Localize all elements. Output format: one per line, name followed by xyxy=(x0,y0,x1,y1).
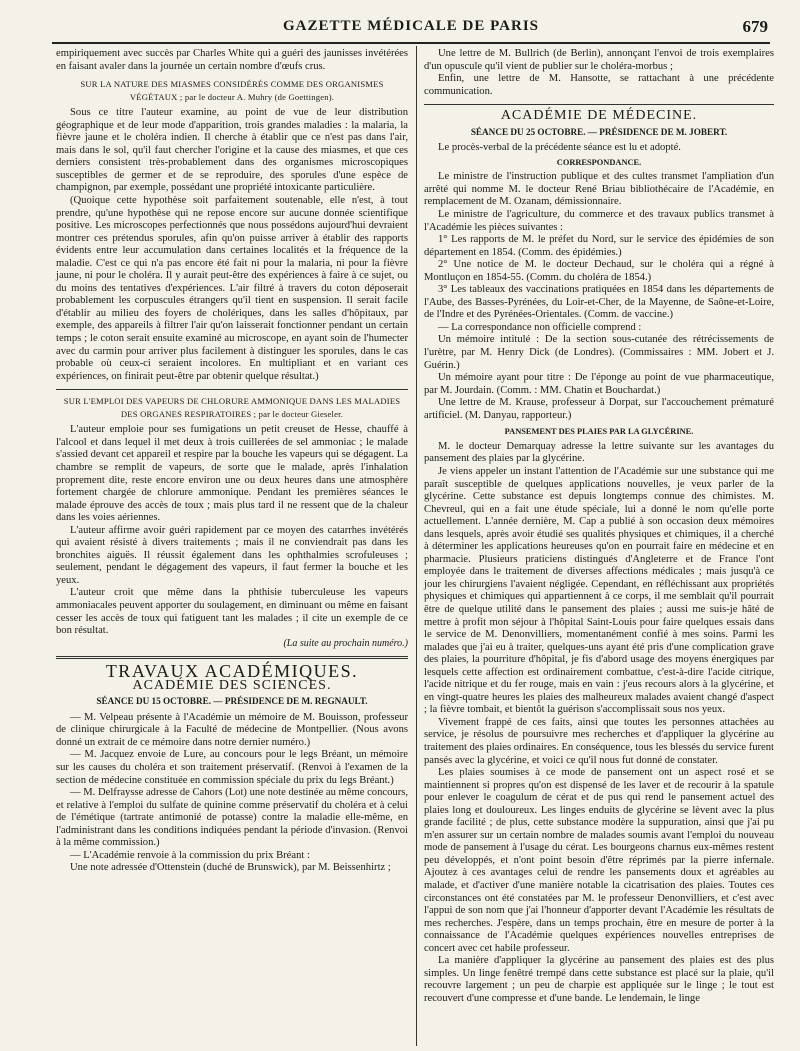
section-heading-chlorure: SUR L'EMPLOI DES VAPEURS DE CHLORURE AMMONIQUE DANS LES MALADIES DES ORGANES RESPIRATOIRES ; par le docteur Gieseler. xyxy=(63,396,401,419)
paragraph: Les plaies soumises à ce mode de pansement ont un aspect rosé et se maintiennent si propres qu'on est dispensé de les laver et de recourir à la spatule pour enlever le coagulum de cérat et de pus qui rend le pansement actuel des plaies long et douloureux. Les linges enduits de glycérine se lèvent avec la plus grande facilité ; de plus, cette substance modère la suppuration, ainsi que j'ai pu m'en assurer sur un certain nombre de malades soumis avant l'emploi du nouveau mode de pansement à l'usage du cérat. Les bourgeons charnus eux-mêmes restent peu développés, et n'ont point besoin d'être réprimés par la pierre infernale. Ajoutez à ces avantages celui de rendre les pansements doux et agréables au malade, et d'activer d'une manière notable la cicatrisation des plaies. Toutes ces circonstances ont été constatées par M. le professeur Denonvilliers, et c'est avec l'appui de son nom que j'ai l'honneur d'apporter devant l'Académie les résultats de mes recherches. J'espère, dans un temps prochain, être en mesure de porter à la connaissance de l'Académie quelques expériences nouvelles entreprises de concert avec cet habile professeur. xyxy=(424,767,774,954)
paragraph: 3° Les tableaux des vaccinations pratiquées en 1854 dans les départements de l'Aube, des Basses-Pyrénées, du Loir-et-Cher, de la Mayenne, de Saône-et-Loire, de l'Indre et des Pyrénées-Orientales. (Comm. de vaccine.) xyxy=(424,284,774,321)
double-rule xyxy=(56,656,408,659)
paragraph: Une lettre de M. Krause, professeur à Dorpat, sur l'accouchement prématuré artificiel. (M. Danyau, rapporteur.) xyxy=(424,397,774,421)
paragraph: La manière d'appliquer la glycérine au pansement des plaies est des plus simples. Un linge fenêtré trempé dans cette substance est placé sur la plaie, qu'il recouvre largement ; un peu de charpie est appliquée sur le linge ; le tout est recouvert d'une compresse et d'une bande. Le lendemain, le linge xyxy=(424,955,774,1004)
page-number: 679 xyxy=(742,17,768,36)
paragraph: — L'Académie renvoie à la commission du prix Bréant : xyxy=(70,849,310,861)
column-divider xyxy=(416,46,417,1046)
paragraph: empiriquement avec succès par Charles White qui a guéri des jaunisses invétérées en faisant avaler dans la journée un certain nombre d'œufs crus. xyxy=(56,48,408,72)
paragraph: M. le docteur Demarquay adresse la lettre suivante sur les avantages du pansement des plaies par la glycérine. xyxy=(424,440,774,465)
continuation-note: (La suite au prochain numéro.) xyxy=(283,637,408,649)
paragraph: — M. Delfraysse adresse de Cahors (Lot) une note destinée au même concours, et relative à l'emploi du sulfate de quinine comme préservatif du choléra et à celui de l'émétique (tartrate antimonié de potasse) contre la maladie elle-même, en l'administrant dans les conditions indiquées pendant la période d'invasion. (Renvoi à la même commission.) xyxy=(56,787,408,849)
paragraph: (Quoique cette hypothèse soit parfaitement soutenable, elle n'est, à tout prendre, qu'une hypothèse qui ne repose encore sur aucune donnée scientifique positive. Les microscopes perfectionnés que nous possédons aujourd'hui devraient montrer ces prétendus sporules, afin qu'on puisse arriver à établir des rapports évidents entre leur accumulation dans certaines localités et la fréquence de la maladie. C'est ce qui n'a pas encore été fait ni pour la malaria, ni pour la fièvre jaune, ni pour le choléra. Il y aurait peut-être des expériences à faire à ce sujet, ou du moins des tentatives d'expériences. L'air filtré à travers du coton déposerait probablement les corpuscules étrangers qu'il tient en suspension. Il serait facile d'établir au milieu des foyers de cholériques, dans les salles d'hôpitaux, par exemple, des appareils à filtrer l'air qu'on laisserait fonctionner pendant un certain temps ; le coton serait ensuite examiné au microscope, en ayant soin de l'humecter avec du carmin pour arriver plus facilement à distinguer les sporules, dans le cas probable où ceux-ci seraient incolores. En multipliant et en variant ces expériences, on finirait peut-être par obtenir quelque résultat.) xyxy=(56,195,408,382)
section-rule xyxy=(56,389,408,390)
paragraph: L'auteur affirme avoir guéri rapidement par ce moyen des catarrhes invétérés qui avaient résisté à divers traitements ; mais il ne conviendrait pas dans les bronchites aiguës. Il réussit également dans les ophthalmies scrofuleuses ; seulement, pendant le dégagement des vapeurs, il faut fermer la bouche et les yeux. xyxy=(56,524,408,586)
paragraph: Le ministre de l'instruction publique et des cultes transmet l'ampliation d'un arrêté qui nomme M. le docteur René Briau bibliothécaire de l'Académie, en remplacement de M. Ozanam, démissionnaire. xyxy=(424,171,774,208)
paragraph: Vivement frappé de ces faits, ainsi que toutes les personnes attachées au service, je résolus de poursuivre mes recherches et d'appliquer la glycérine au traitement des plaies ordinaires. En conséquence, tous les blessés du service furent pansés avec la glycérine, et voici ce qu'il nous fut donné de constater. xyxy=(424,716,774,766)
left-column xyxy=(56,48,408,875)
correspondence-heading: CORRESPONDANCE. xyxy=(556,157,642,167)
paragraph: Une note adressée d'Ottenstein (duché de Brunswick), par M. Beissenhirtz ; xyxy=(70,862,391,874)
session-heading: SÉANCE DU 15 OCTOBRE. — PRÉSIDENCE DE M. REGNAULT. xyxy=(96,696,368,707)
academy-title: ACADÉMIE DE MÉDECINE. xyxy=(500,108,698,124)
paragraph: — M. Velpeau présente à l'Académie un mémoire de M. Bouisson, professeur de clinique chirurgicale à la Faculté de médecine de Montpellier. (Nous avons donné un extrait de ce mémoire dans notre dernier numéro.) xyxy=(56,711,408,748)
section-heading-pansement: PANSEMENT DES PLAIES PAR LA GLYCÉRINE. xyxy=(504,427,694,437)
paragraph: 2° Une notice de M. le docteur Dechaud, sur le choléra qui a régné à Montluçon en 1854-55. (Comm. du choléra de 1854.) xyxy=(424,259,774,283)
session-heading: SÉANCE DU 25 OCTOBRE. — PRÉSIDENCE DE M. JOBERT. xyxy=(470,126,728,137)
page-header xyxy=(52,14,770,44)
paragraph: — M. Jacquez envoie de Lure, au concours pour le legs Bréant, un mémoire sur les causes du choléra et son traitement préservatif. (Renvoi à l'examen de la section de médecine constituée en commission spéciale du prix du legs Bréant.) xyxy=(56,749,408,786)
paragraph: Sous ce titre l'auteur examine, au point de vue de leur distribution géographique et de leur mode d'apparition, trois grandes maladies : la malaria, la fièvre jaune et le choléra indien. Il cherche à établir que ce n'est pas dans l'air, mais dans le sol, qu'il faut chercher l'origine et la cause des miasmes, et que ces derniers consistent très-probablement dans des organismes microscopiques susceptibles de germer et de se reproduire, des sporules d'une espèce de champignon, par exemple, possédant une propriété intoxicante particulière. xyxy=(56,107,408,194)
paragraph: 1° Les rapports de M. le préfet du Nord, sur le service des épidémies de son département en 1854. (Comm. des épidémies.) xyxy=(424,234,774,258)
paragraph: Un mémoire ayant pour titre : De l'éponge au point de vue pharmaceutique, par M. Jourdain. (Comm. : MM. Chatin et Bouchardat.) xyxy=(424,372,774,396)
right-column xyxy=(424,48,774,1005)
paragraph: Une lettre de M. Bullrich (de Berlin), annonçant l'envoi de trois exemplaires d'un opuscule qu'il vient de publier sur le choléra-morbus ; xyxy=(424,48,774,72)
paragraph: Un mémoire intitulé : De la section sous-cutanée des rétrécissements de l'urètre, par M. Henry Dick (de Londres). (Commissaires : MM. Jobert et J. Guérin.) xyxy=(424,334,774,371)
paragraph: — La correspondance non officielle comprend : xyxy=(438,321,642,333)
paragraph: L'auteur emploie pour ses fumigations un petit creuset de Hesse, chauffé à l'alcool et dans lequel il met deux à trois cuillerées de sel ammoniac ; le malade s'assied devant cet appareil et respire par la bouche les vapeurs qui se dégagent. La chambre se remplit de vapeurs, de sorte que le malade, après l'inhalation proprement dite, reste encore environ une ou deux heures dans une atmosphère fortement chargée de chlorure ammonique. Pendant les premières séances le malade éprouve des accès de toux ; mais plus tard il ne ressent que de la chaleur dans les voies aériennes. xyxy=(56,424,408,524)
paragraph: Je viens appeler un instant l'attention de l'Académie sur une substance qui me paraît susceptible de quelques applications nouvelles, je veux parler de la glycérine. Cette substance est depuis longtemps connue des chimistes. M. Chevreul, qui en a fait une étude spéciale, lui a donné le nom qu'elle porte actuellement. L'année dernière, M. Cap a publié à son occasion deux mémoires dans lesquels, après avoir étudié ses qualités physiques et chimiques, il a cherché à déterminer les applications heureuses qu'on en pourrait faire en médecine et en pharmacie. Plusieurs praticiens distingués d'Angleterre et de France l'ont employée dans le traitement de diverses affections médicales ; mais jusqu'à ce jour les chirurgiens l'avaient négligée. Cependant, en réfléchissant aux propriétés physiques et chimiques qui appartiennent à ce corps, il me semblait qu'il pourrait être de quelque utilité dans le pansement des plaies ; aussi me suis-je hâté de mettre à profit mon séjour à l'hôpital Saint-Louis pour faire quelques essais dans le service de M. Denonvilliers, momentanément confié à mes soins. Parmi les malades que j'ai eu à traiter, quelques-uns ayant été pris d'une complication grave des plaies, la pourriture d'hôpital, je fis d'abord usage des moyens énergiques par lesquels cette affection est ordinairement combattue, c'est-à-dire l'acide citrique, l'acide nitrique et du fer rouge, mais en vain : j'eus recours alors à la glycérine, et en vingt-quatre heures les plaies des malheureux malades avaient changé d'aspect ; la fièvre tombait, et bientôt la guérison s'accomplissait sous nos yeux. xyxy=(424,465,774,716)
section-heading-miasmes: SUR LA NATURE DES MIASMES CONSIDÉRÉS COMME DES ORGANISMES VÉGÉTAUX ; par le docteur A. Muhry (de Goettingen). xyxy=(80,79,384,102)
paragraph: L'auteur croit que même dans la phthisie tuberculeuse les vapeurs ammoniacales peuvent apporter du soulagement, en diminuant ou même en faisant cesser les accès de toux qui fatiguent tant les malades ; il cite un exemple de ce bon résultat. xyxy=(56,587,408,637)
section-title-travaux: TRAVAUX ACADÉMIQUES. xyxy=(105,661,359,682)
section-rule xyxy=(424,104,774,105)
academy-title: ACADÉMIE DES SCIENCES. xyxy=(132,677,332,693)
journal-title: GAZETTE MÉDICALE DE PARIS xyxy=(282,18,539,34)
paragraph: Le procès-verbal de la précédente séance est lu et adopté. xyxy=(438,142,681,154)
paragraph: Enfin, une lettre de M. Hansotte, se rattachant à une précédente communication. xyxy=(424,73,774,97)
paragraph: Le ministre de l'agriculture, du commerce et des travaux publics transmet à l'Académie les pièces suivantes : xyxy=(424,209,774,233)
